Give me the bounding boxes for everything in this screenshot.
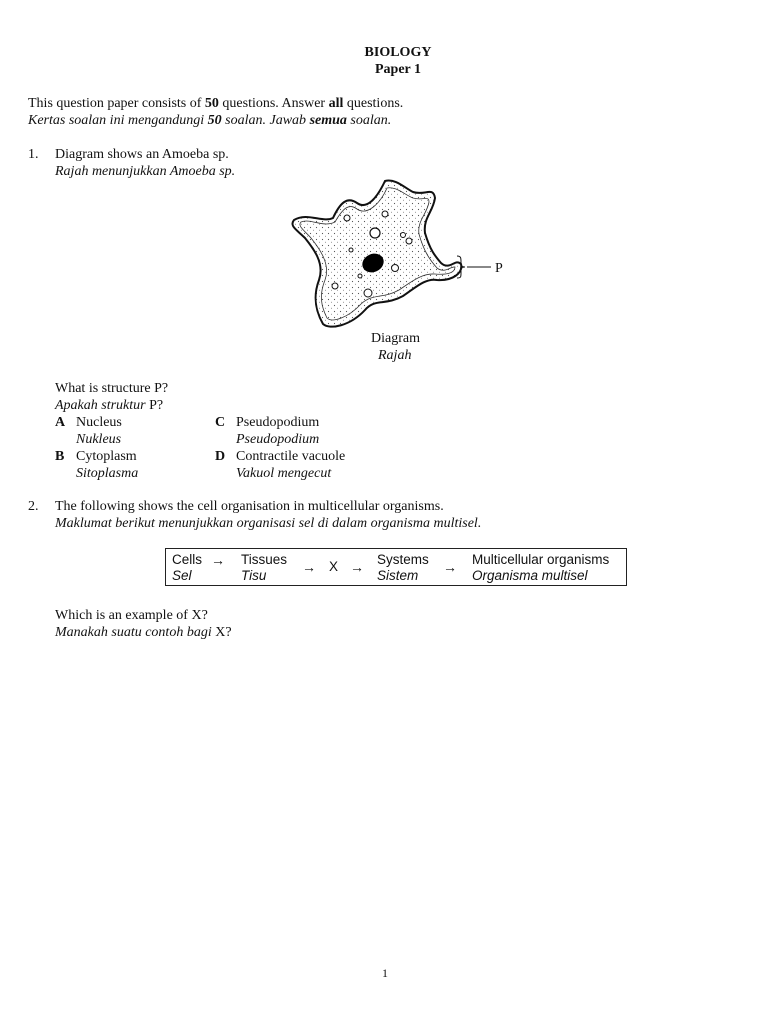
flow-cells-english: Cells [172, 552, 203, 567]
question-1-text-english: Diagram shows an Amoeba sp. [55, 147, 229, 162]
flow-x: X [329, 559, 339, 574]
question-1-number: 1. [28, 147, 39, 162]
instruction-english: This question paper consists of 50 questions. Answer all questions. [28, 96, 404, 111]
question-1-prompt-english: What is structure P? [55, 381, 169, 396]
question-2-number: 2. [28, 499, 39, 514]
option-a-letter: A [55, 415, 66, 430]
cell-organisation-flow [165, 548, 627, 586]
paper-subtitle: Paper 1 [374, 62, 421, 77]
label-p: P [495, 261, 503, 276]
option-b-english: Cytoplasm [76, 449, 137, 464]
option-d-malay: Vakuol mengecut [236, 466, 332, 481]
option-b-letter: B [55, 449, 65, 464]
flow-organisms-english: Multicellular organisms [472, 552, 610, 567]
flow-tissues-english: Tissues [241, 552, 288, 567]
question-1-prompt-malay: Apakah struktur P? [55, 398, 164, 413]
flow-arrow-4: → [443, 559, 457, 575]
question-2-prompt-english: Which is an example of X? [55, 608, 208, 623]
instruction-malay: Kertas soalan ini mengandungi 50 soalan. Jawab semua soalan. [28, 113, 392, 128]
flow-tissues-malay: Tisu [241, 568, 267, 583]
diagram-caption-malay: Rajah [378, 348, 412, 363]
flow-cells-malay: Sel [172, 568, 192, 583]
flow-systems-english: Systems [377, 552, 429, 567]
flow-organisms-malay: Organisma multisel [472, 568, 588, 583]
option-d-english: Contractile vacuole [236, 449, 346, 464]
flow-arrow-2: → [302, 559, 316, 575]
flow-arrow-1: → [211, 552, 225, 568]
question-2-text-malay: Maklumat berikut menunjukkan organisasi sel di dalam organisma multisel. [55, 516, 482, 531]
option-d-letter: D [215, 449, 226, 464]
option-c-english: Pseudopodium [236, 415, 320, 430]
paper-title: BIOLOGY [364, 45, 432, 60]
option-a-malay: Nukleus [76, 432, 122, 447]
diagram-caption-english: Diagram [371, 331, 420, 346]
flow-arrow-3: → [350, 559, 364, 575]
option-c-malay: Pseudopodium [236, 432, 320, 447]
amoeba-diagram [285, 178, 515, 333]
cell-membrane [292, 180, 461, 326]
page-number: 1 [382, 966, 388, 980]
flow-systems-malay: Sistem [377, 568, 419, 583]
option-a-english: Nucleus [76, 415, 122, 430]
option-c-letter: C [215, 415, 226, 430]
question-1-text-malay: Rajah menunjukkan Amoeba sp. [55, 164, 236, 179]
question-2-text-english: The following shows the cell organisation in multicellular organisms. [55, 499, 444, 514]
option-b-malay: Sitoplasma [76, 466, 139, 481]
question-2-prompt-malay: Manakah suatu contoh bagi X? [55, 625, 232, 640]
